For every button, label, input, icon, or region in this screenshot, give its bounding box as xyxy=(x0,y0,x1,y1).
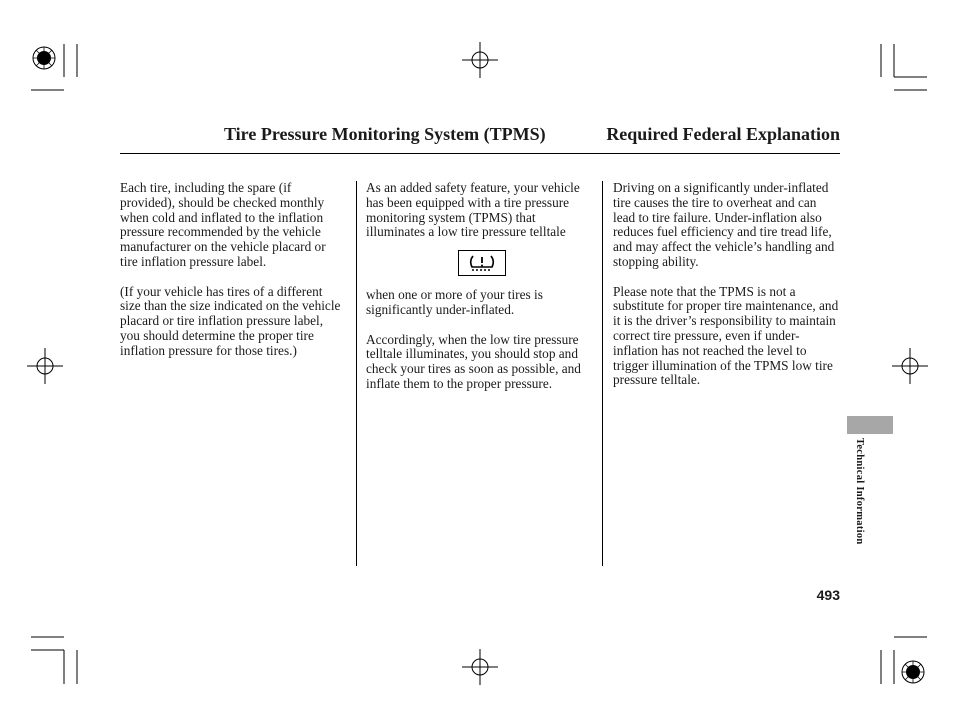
registration-target-bottom-right xyxy=(902,661,924,683)
paragraph: Each tire, including the spare (if provided), should be checked monthly when cold and inflated to the inflation pressure recommended by the vehicle manufacturer on the vehicle placard or tire inflation pressure label. xyxy=(120,180,326,269)
text-column-3 xyxy=(613,181,839,403)
paragraph: As an added safety feature, your vehicle has been equipped with a tire pressure monitoring system (TPMS) that illuminates a low tire pressure telltale xyxy=(366,180,580,240)
paragraph: when one or more of your tires is significantly under-inflated. xyxy=(366,287,543,317)
low-tire-pressure-icon xyxy=(458,250,506,276)
paragraph: (If your vehicle has tires of a different size than the size indicated on the vehicle placard or tire inflation pressure label, you should determine the proper tire inflation pressure for those tires.) xyxy=(120,283,341,358)
registration-target-top-left xyxy=(33,47,55,69)
page-number: 493 xyxy=(816,587,840,603)
title-rule xyxy=(120,153,840,154)
page-title-right: Required Federal Explanation xyxy=(606,124,840,144)
paragraph: Driving on a significantly under-inflated tire causes the tire to overheat and can lead to tire failure. Under-inflation also reduces fuel efficiency and tire tread life, and may affect the vehicle’s handling and stopping ability. xyxy=(613,180,835,269)
page-title-left: Tire Pressure Monitoring System (TPMS) xyxy=(224,124,546,144)
column-divider xyxy=(356,181,357,566)
section-label: Technical Information xyxy=(854,438,865,545)
text-column-2 xyxy=(366,181,592,407)
paragraph: Accordingly, when the low tire pressure telltale illuminates, you should stop and check your tires as soon as possible, and inflate them to the proper pressure. xyxy=(366,331,581,391)
paragraph: Please note that the TPMS is not a substitute for proper tire maintenance, and it is the driver’s responsibility to maintain correct tire pressure, even if under-inflation has not reached the level to trigger illumination of the TPMS low tire pressure telltale. xyxy=(613,283,839,388)
section-tab xyxy=(847,416,893,434)
text-column-1 xyxy=(120,181,346,373)
column-divider xyxy=(602,181,603,566)
